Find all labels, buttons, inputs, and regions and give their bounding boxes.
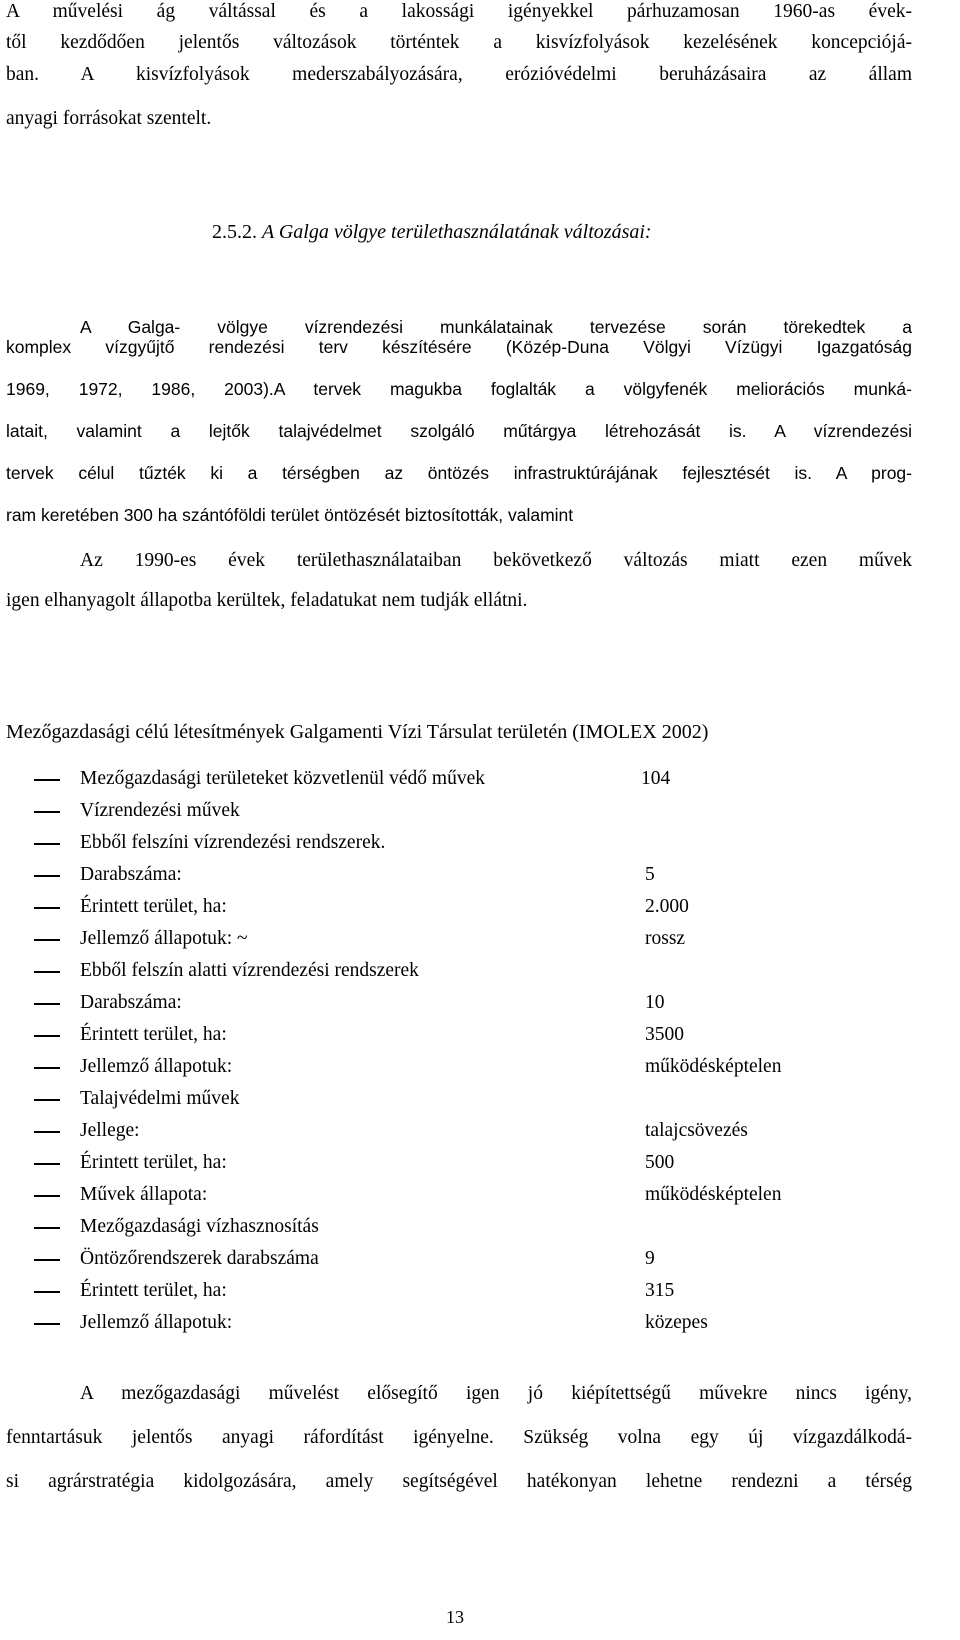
item-label: Ebből felszíni vízrendezési rendszerek. bbox=[80, 832, 386, 853]
closing-line: si agrárstratégia kidolgozására, amely segítségével hatékonyan lehetne rendezni a térség bbox=[6, 1471, 912, 1492]
section-title: A Galga völgye területhasználatának változásai: bbox=[262, 221, 652, 243]
item-label: Érintett terület, ha: bbox=[80, 1152, 227, 1173]
galga-line: tervek célul tűzték ki a térségben az öntözés infrastruktúrájának fejlesztését is. A prog- bbox=[6, 463, 912, 483]
item-label: Érintett terület, ha: bbox=[80, 1280, 227, 1301]
item-label: Ebből felszín alatti vízrendezési rendszerek bbox=[80, 960, 419, 981]
galga-line: 1969, 1972, 1986, 2003).A tervek magukba foglalták a völgyfenék meliorációs munká- bbox=[6, 379, 912, 399]
item-value: 315 bbox=[645, 1280, 675, 1301]
list-item bbox=[0, 956, 960, 984]
dash-bullet bbox=[34, 1323, 60, 1325]
item-value: működésképtelen bbox=[645, 1184, 782, 1205]
item-value: működésképtelen bbox=[645, 1056, 782, 1077]
list-item bbox=[0, 1180, 960, 1208]
list-item bbox=[0, 1148, 960, 1176]
dash-bullet bbox=[34, 779, 60, 781]
intro-line: anyagi forrásokat szentelt. bbox=[6, 108, 212, 129]
dash-bullet bbox=[34, 907, 60, 909]
list-item bbox=[0, 988, 960, 1016]
item-value: 9 bbox=[645, 1248, 655, 1269]
list-item bbox=[0, 828, 960, 856]
list-item bbox=[0, 892, 960, 920]
item-value: 10 bbox=[645, 992, 665, 1013]
dash-bullet bbox=[34, 1003, 60, 1005]
closing-line: A mezőgazdasági művelést elősegítő igen jó kiépítettségű művekre nincs igény, bbox=[80, 1383, 912, 1404]
item-value: talajcsövezés bbox=[645, 1120, 748, 1141]
dash-bullet bbox=[34, 1099, 60, 1101]
dash-bullet bbox=[34, 843, 60, 845]
section-heading bbox=[212, 218, 652, 246]
list-item bbox=[0, 1116, 960, 1144]
item-label: Érintett terület, ha: bbox=[80, 896, 227, 917]
item-label: Jellemző állapotuk: bbox=[80, 1056, 233, 1077]
item-value: 104 bbox=[641, 768, 671, 789]
list-item bbox=[0, 860, 960, 888]
list-item bbox=[0, 1052, 960, 1080]
decline-line: Az 1990-es évek területhasználataiban bekövetkező változás miatt ezen művek bbox=[80, 550, 912, 571]
list-item bbox=[0, 1212, 960, 1240]
dash-bullet bbox=[34, 939, 60, 941]
item-label: Jellemző állapotuk: bbox=[80, 1312, 233, 1333]
dash-bullet bbox=[34, 1035, 60, 1037]
intro-line: től kezdődően jelentős változások történtek a kisvízfolyások kezelésének koncepciójá- bbox=[6, 32, 912, 53]
list-item bbox=[0, 1244, 960, 1272]
list-item bbox=[0, 1084, 960, 1112]
list-item bbox=[0, 924, 960, 952]
item-label: Mezőgazdasági vízhasznosítás bbox=[80, 1216, 319, 1237]
intro-line: A művelési ág váltással és a lakossági igényekkel párhuzamosan 1960-as évek- bbox=[6, 1, 912, 22]
item-label: Talajvédelmi művek bbox=[80, 1088, 240, 1109]
item-value: rossz bbox=[645, 928, 686, 949]
item-label: Művek állapota: bbox=[80, 1184, 208, 1205]
list-item bbox=[0, 1308, 960, 1336]
dash-bullet bbox=[34, 1195, 60, 1197]
dash-bullet bbox=[34, 875, 60, 877]
item-value: 5 bbox=[645, 864, 655, 885]
dash-bullet bbox=[34, 1163, 60, 1165]
dash-bullet bbox=[34, 1227, 60, 1229]
item-label: Jellege: bbox=[80, 1120, 140, 1141]
item-value: 2.000 bbox=[645, 896, 689, 917]
item-label: Öntözőrendszerek darabszáma bbox=[80, 1248, 319, 1269]
section-number: 2.5.2. bbox=[212, 221, 257, 243]
list-item bbox=[0, 1276, 960, 1304]
item-label: Darabszáma: bbox=[80, 864, 182, 885]
galga-line: latait, valamint a lejtők talajvédelmet szolgáló műtárgya létrehozását is. A vízrendezési bbox=[6, 421, 912, 441]
table-caption: Mezőgazdasági célú létesítmények Galgamenti Vízi Társulat területén (IMOLEX 2002) bbox=[6, 721, 709, 743]
page-number: 13 bbox=[446, 1607, 464, 1627]
list-item bbox=[0, 796, 960, 824]
item-value: 3500 bbox=[645, 1024, 684, 1045]
dash-bullet bbox=[34, 1131, 60, 1133]
dash-bullet bbox=[34, 811, 60, 813]
galga-line: komplex vízgyűjtő rendezési terv készítésére (Közép-Duna Völgyi Vízügyi Igazgatóság bbox=[6, 337, 912, 357]
item-label: Mezőgazdasági területeket közvetlenül védő művek bbox=[80, 768, 486, 789]
item-label: Jellemző állapotuk: ~ bbox=[80, 928, 248, 949]
dash-bullet bbox=[34, 1067, 60, 1069]
item-value: 500 bbox=[645, 1152, 675, 1173]
item-label: Érintett terület, ha: bbox=[80, 1024, 227, 1045]
intro-line: ban. A kisvízfolyások mederszabályozására, erózióvédelmi beruházásaira az állam bbox=[6, 64, 912, 85]
galga-line: ram keretében 300 ha szántóföldi terület öntözését biztosították, valamint bbox=[6, 505, 574, 525]
decline-line: igen elhanyagolt állapotba kerültek, feladatukat nem tudják ellátni. bbox=[6, 590, 528, 611]
dash-bullet bbox=[34, 971, 60, 973]
item-label: Darabszáma: bbox=[80, 992, 182, 1013]
item-label: Vízrendezési művek bbox=[80, 800, 240, 821]
dash-bullet bbox=[34, 1291, 60, 1293]
item-value: közepes bbox=[645, 1312, 708, 1333]
list-item bbox=[0, 764, 960, 792]
dash-bullet bbox=[34, 1259, 60, 1261]
galga-line: A Galga- völgye vízrendezési munkálatainak tervezése során törekedtek a bbox=[80, 317, 912, 337]
list-item bbox=[0, 1020, 960, 1048]
closing-line: fenntartásuk jelentős anyagi ráfordítást igényelne. Szükség volna egy új vízgazdálkodá- bbox=[6, 1427, 912, 1448]
